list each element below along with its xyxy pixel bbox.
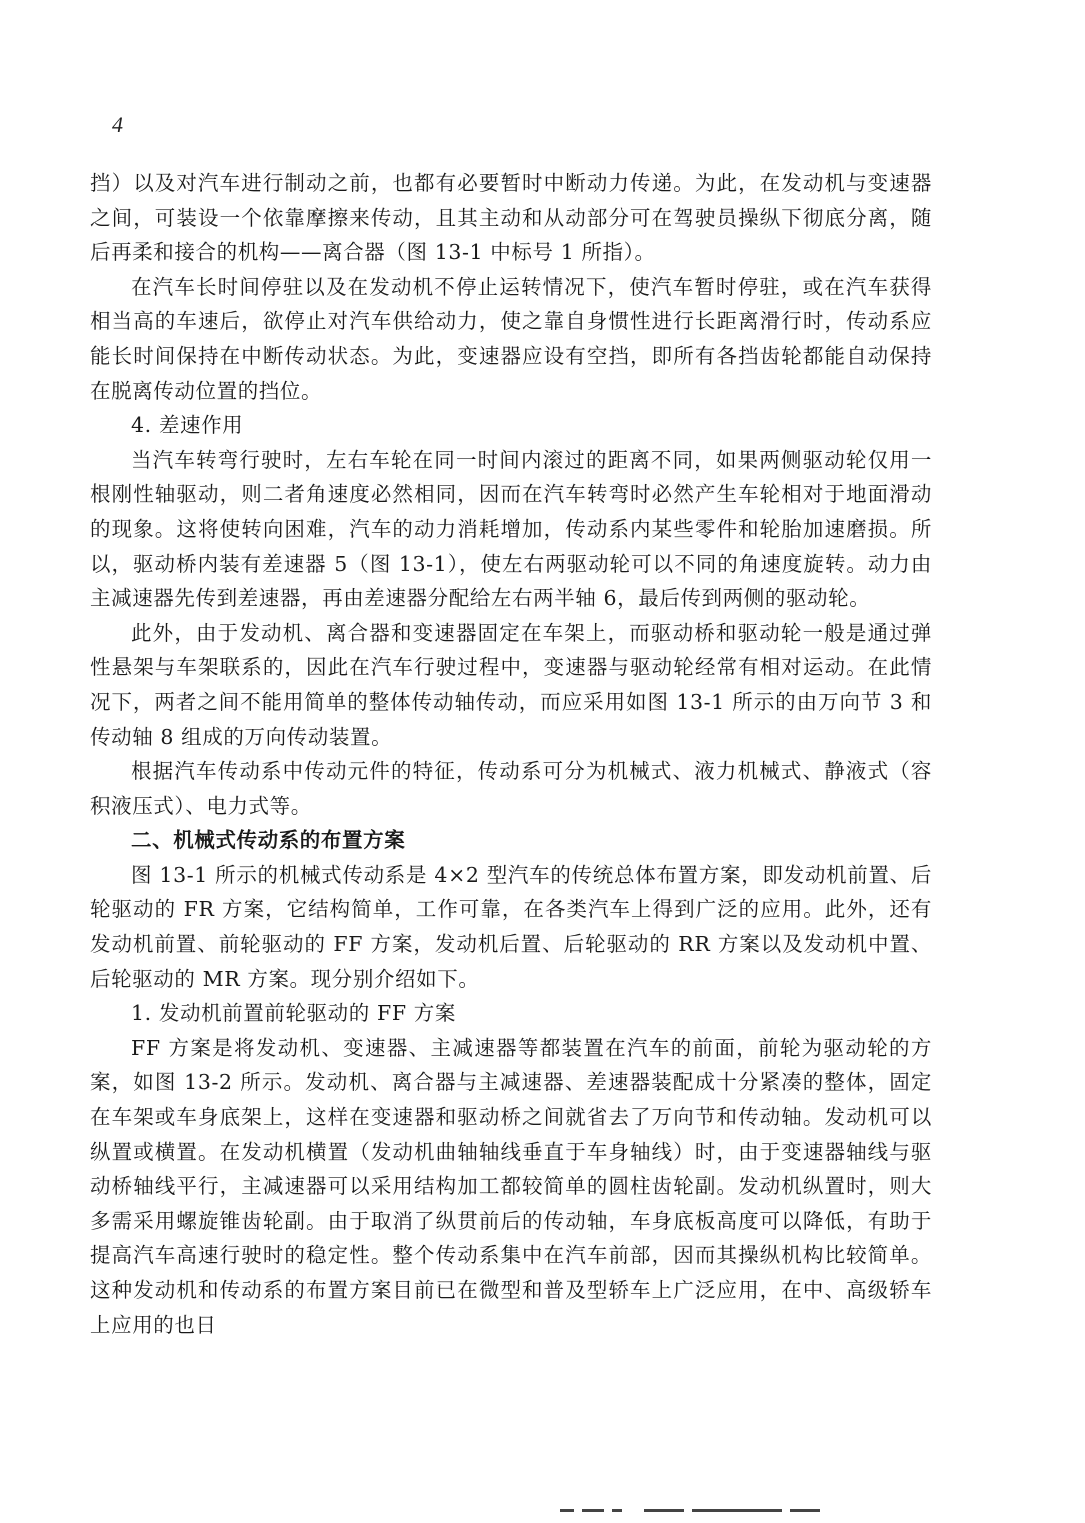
paragraph-ff-layout: FF 方案是将发动机、变速器、主减速器等都装置在汽车的前面，前轮为驱动轮的方案，如图 13-2 所示。发动机、离合器与主减速器、差速器装配成十分紧凑的整体，固定在车架或车身底架上，这样在变速器和驱动桥之间就省去了万向节和传动轴。发动机可以纵置或横置。在发动机横置（发动机曲轴轴线垂直于车身轴线）时，由于变速器轴线与驱动桥轴线平行，主减速器可以采用结构加工都较简单的圆柱齿轮副。发动机纵置时，则大多需采用螺旋锥齿轮副。由于取消了纵贯前后的传动轴，车身底板高度可以降低，有助于提高汽车高速行驶时的稳定性。整个传动系集中在汽车前部，因而其操纵机构比较简单。这种发动机和传动系的布置方案目前已在微型和普及型轿车上广泛应用，在中、高级轿车上应用的也日 (90, 1035, 932, 1337)
page-body (90, 166, 932, 1342)
paragraph-differential: 当汽车转弯行驶时，左右车轮在同一时间内滚过的距离不同，如果两侧驱动轮仅用一根刚性轴驱动，则二者角速度必然相同，因而在汽车转弯时必然产生车轮相对于地面滑动的现象。这将使转向困难，汽车的动力消耗增加，传动系内某些零件和轮胎加速磨损。所以，驱动桥内装有差速器 5（图 13-1），使左右两驱动轮可以不同的角速度旋转。动力由主减速器先传到差速器，再由差速器分配给左右两半轴 6，最后传到两侧的驱动轮。 (90, 447, 932, 611)
subheading-differential: 4. 差速作用 (131, 413, 244, 438)
paragraph-layout-overview: 图 13-1 所示的机械式传动系是 4×2 型汽车的传统总体布置方案，即发动机前置、后轮驱动的 FR 方案，它结构简单，工作可靠，在各类汽车上得到广泛的应用。此外，还有发动机前置、前轮驱动的 FF 方案，发动机后置、后轮驱动的 RR 方案以及发动机中置、后轮驱动的 MR 方案。现分别介绍如下。 (90, 862, 932, 991)
scan-artifact-marks (560, 1500, 890, 1510)
paragraph-universal-joint: 此外，由于发动机、离合器和变速器固定在车架上，而驱动桥和驱动轮一般是通过弹性悬架与车架联系的，因此在汽车行驶过程中，变速器与驱动轮经常有相对运动。在此情况下，两者之间不能用简单的整体传动轴传动，而应采用如图 13-1 所示的由万向节 3 和传动轴 8 组成的万向传动装置。 (90, 620, 932, 749)
paragraph-neutral-gear: 在汽车长时间停驻以及在发动机不停止运转情况下，使汽车暂时停驻，或在汽车获得相当高的车速后，欲停止对汽车供给动力，使之靠自身惯性进行长距离滑行时，传动系应能长时间保持在中断传动状态。为此，变速器应设有空挡，即所有各挡齿轮都能自动保持在脱离传动位置的挡位。 (90, 274, 932, 403)
subheading-ff-layout: 1. 发动机前置前轮驱动的 FF 方案 (131, 1001, 456, 1026)
paragraph-drivetrain-types: 根据汽车传动系中传动元件的特征，传动系可分为机械式、液力机械式、静液式（容积液压式）、电力式等。 (90, 759, 932, 818)
page-number: 4 (112, 112, 123, 137)
section-heading-layout: 二、机械式传动系的布置方案 (131, 828, 406, 853)
paragraph-continuation: 挡）以及对汽车进行制动之前，也都有必要暂时中断动力传递。为此，在发动机与变速器之间，可装设一个依靠摩擦来传动，且其主动和从动部分可在驾驶员操纵下彻底分离，随后再柔和接合的机构——离合器（图 13-1 中标号 1 所指）。 (90, 171, 932, 265)
